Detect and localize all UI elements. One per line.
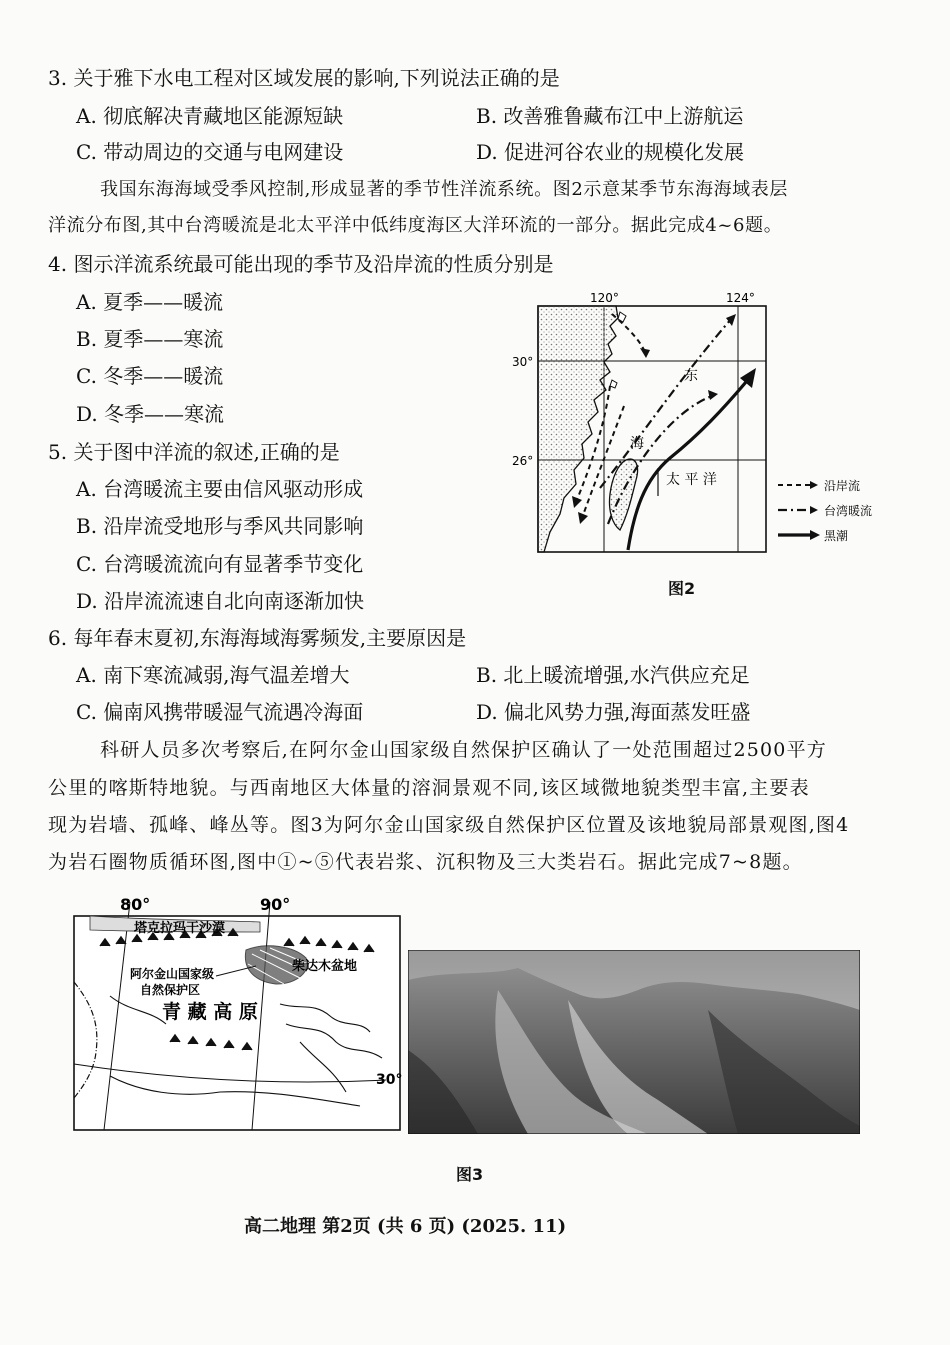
q3-stem: 3. 关于雅下水电工程对区域发展的影响,下列说法正确的是 <box>48 66 560 90</box>
taiwan-warm-current-arrowhead <box>726 314 736 326</box>
legend-kuroshio-label: 黑潮 <box>824 529 849 543</box>
legend-taiwan-label: 台湾暖流 <box>824 504 873 518</box>
mainland-china <box>538 306 618 552</box>
label-plateau: 青 藏 高 原 <box>162 1001 258 1023</box>
legend-arrowhead <box>810 530 820 540</box>
label-taipingyang: 太 平 洋 <box>666 472 717 488</box>
intro-3-line-2: 公里的喀斯特地貌。与西南地区大体量的溶洞景观不同,该区域微地貌类型丰富,主要表 <box>48 777 810 799</box>
label-dong: 东 <box>684 368 698 384</box>
legend-arrowhead <box>810 506 818 514</box>
label-taklamakan: 塔克拉玛干沙漠 <box>134 921 226 936</box>
q3-option-d: D. 促进河谷农业的规模化发展 <box>476 140 745 164</box>
page-footer: 高二地理 第2页 (共 6 页) (2025. 11) <box>244 1216 567 1237</box>
lon-120-label: 120° <box>590 291 619 305</box>
q5-option-d: D. 沿岸流流速自北向南逐渐加快 <box>76 589 365 613</box>
figure-2-caption: 图2 <box>668 579 696 598</box>
q4-option-b: B. 夏季——寒流 <box>76 327 224 351</box>
legend-coastal-label: 沿岸流 <box>824 479 861 493</box>
intro-3-line-3: 现为岩墙、孤峰、峰丛等。图3为阿尔金山国家级自然保护区位置及该地貌局部景观图,图4 <box>48 814 850 836</box>
lon-80-label: 80° <box>120 895 151 914</box>
q3-option-c: C. 带动周边的交通与电网建设 <box>76 140 344 164</box>
lat-26-label: 26° <box>512 454 534 468</box>
coastal-current-arrowhead <box>640 348 650 358</box>
intro-2-line-1: 我国东海海域受季风控制,形成显著的季节性洋流系统。图2示意某季节东海海域表层 <box>100 179 788 200</box>
lon-124-label: 124° <box>726 291 755 305</box>
intro-3-line-1: 科研人员多次考察后,在阿尔金山国家级自然保护区确认了一处范围超过2500平方 <box>100 739 827 761</box>
q3-option-b: B. 改善雅鲁藏布江中上游航运 <box>476 104 744 128</box>
q5-stem: 5. 关于图中洋流的叙述,正确的是 <box>48 440 340 464</box>
q4-option-a: A. 夏季——暖流 <box>76 290 224 314</box>
legend-arrowhead <box>810 481 818 489</box>
taiwan-warm-current-arrowhead <box>708 390 718 400</box>
coastal-current-arrowhead <box>578 512 588 524</box>
q5-option-a: A. 台湾暖流主要由信风驱动形成 <box>76 477 364 501</box>
lat-30-label: 30° <box>512 355 534 369</box>
q5-option-b: B. 沿岸流受地形与季风共同影响 <box>76 514 364 538</box>
q3-option-a: A. 彻底解决青藏地区能源短缺 <box>76 104 344 128</box>
q6-option-b: B. 北上暖流增强,水汽供应充足 <box>476 663 750 687</box>
figure-2-current-map <box>500 288 900 560</box>
intro-3-line-4: 为岩石圈物质循环图,图中①~⑤代表岩浆、沉积物及三大类岩石。据此完成7~8题。 <box>48 851 803 873</box>
lat-30-label: 30° <box>376 1072 403 1088</box>
figure-3-landscape-photo <box>408 950 860 1134</box>
q4-option-c: C. 冬季——暖流 <box>76 364 224 388</box>
kuroshio-current <box>628 382 746 550</box>
figure-3-location-map <box>70 892 410 1140</box>
intro-2-line-2: 洋流分布图,其中台湾暖流是北太平洋中低纬度海区大洋环流的一部分。据此完成4~6题。 <box>48 215 783 236</box>
coastal-current-arrowhead <box>572 496 582 508</box>
q6-option-d: D. 偏北风势力强,海面蒸发旺盛 <box>476 700 751 724</box>
q4-stem: 4. 图示洋流系统最可能出现的季节及沿岸流的性质分别是 <box>48 252 554 276</box>
legend <box>778 478 872 543</box>
island <box>610 380 617 388</box>
q4-option-d: D. 冬季——寒流 <box>76 402 225 426</box>
q6-stem: 6. 每年春末夏初,东海海域海雾频发,主要原因是 <box>48 626 467 650</box>
q6-option-c: C. 偏南风携带暖湿气流遇冷海面 <box>76 700 364 724</box>
coastal-current-north <box>612 314 646 354</box>
figure-3-caption: 图3 <box>456 1165 484 1184</box>
label-hai: 海 <box>630 436 644 452</box>
label-reserve-line2: 自然保护区 <box>140 983 201 997</box>
lon-90-label: 90° <box>260 895 291 914</box>
q6-option-a: A. 南下寒流减弱,海气温差增大 <box>76 663 350 687</box>
label-qaidam: 柴达木盆地 <box>292 959 358 974</box>
label-reserve-line1: 阿尔金山国家级 <box>130 967 215 981</box>
q5-option-c: C. 台湾暖流流向有显著季节变化 <box>76 552 364 576</box>
